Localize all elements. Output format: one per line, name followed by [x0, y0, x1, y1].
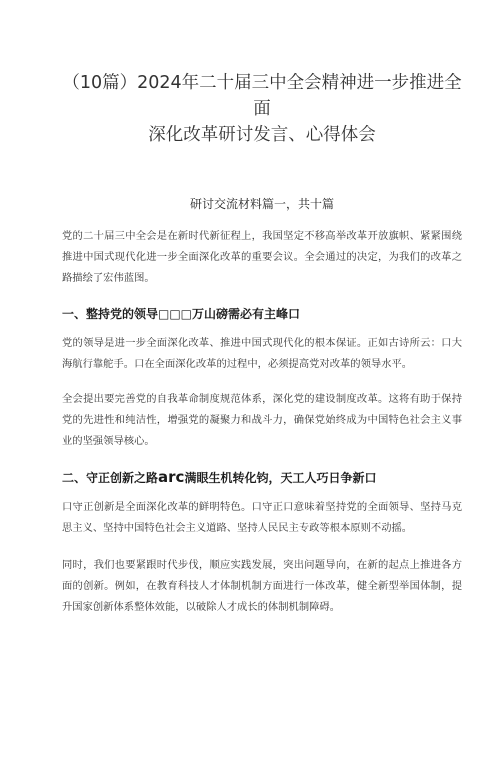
section-heading-2-part-2: arc	[158, 468, 185, 486]
section-heading-2	[62, 468, 462, 487]
document-title-line-1: （10篇）2024年二十届三中全会精神进一步推进全面	[62, 73, 462, 119]
section-2-paragraph-2: 同时，我们也要紧跟时代步伐，顺应实践发展，突出问题导向，在新的起点上推进各方面的创新。例如，在教育科技人才体制机制方面进行一体改革，健全新型举国体制，提升国家创新体系整体效能，以破除人才成长的体制机制障碍。	[62, 559, 462, 613]
section-heading-2-part-3: 满眼生机转化钧，天工人巧日争新口	[184, 471, 377, 485]
document-page	[0, 70, 500, 777]
section-1-paragraph-1: 党的领导是进一步全面深化改革、推进中国式现代化的根本保证。正如古诗所云：口大海航行靠舵手。口在全面深化改革的过程中，必须提高党对改革的领导水平。	[62, 337, 462, 370]
section-subtitle: 研讨交流材料篇一，共十篇	[189, 197, 334, 211]
document-title	[62, 70, 462, 148]
section-2-paragraph-1: 口守正创新是全面深化改革的鲜明特色。口守正口意味着坚持党的全面领导、坚持马克思主义、坚持中国特色社会主义道路、坚持人民民主专政等根本原则不动摇。	[62, 501, 462, 534]
document-title-line-2: 深化改革研讨发言、心得体会	[148, 125, 376, 145]
intro-paragraph: 党的二十届三中全会是在新时代新征程上，我国坚定不移高举改革开放旗帜、紧紧围绕推进中国式现代化进一步全面深化改革的重要会议。全会通过的决定，为我们的改革之路描绘了宏伟蓝图。	[62, 230, 462, 284]
section-heading-2-part-1: 二、守正创新之路	[62, 471, 159, 485]
section-heading-1: 一、整持党的领导□□□万山磅需必有主峰口	[62, 307, 301, 321]
section-1-paragraph-2: 全会提出要完善党的自我革命制度规范体系，深化党的建设制度改革。这将有助于保持党的先进性和纯洁性，增强党的凝聚力和战斗力，确保党始终成为中国特色社会主义事业的坚强领导核心。	[62, 393, 462, 447]
